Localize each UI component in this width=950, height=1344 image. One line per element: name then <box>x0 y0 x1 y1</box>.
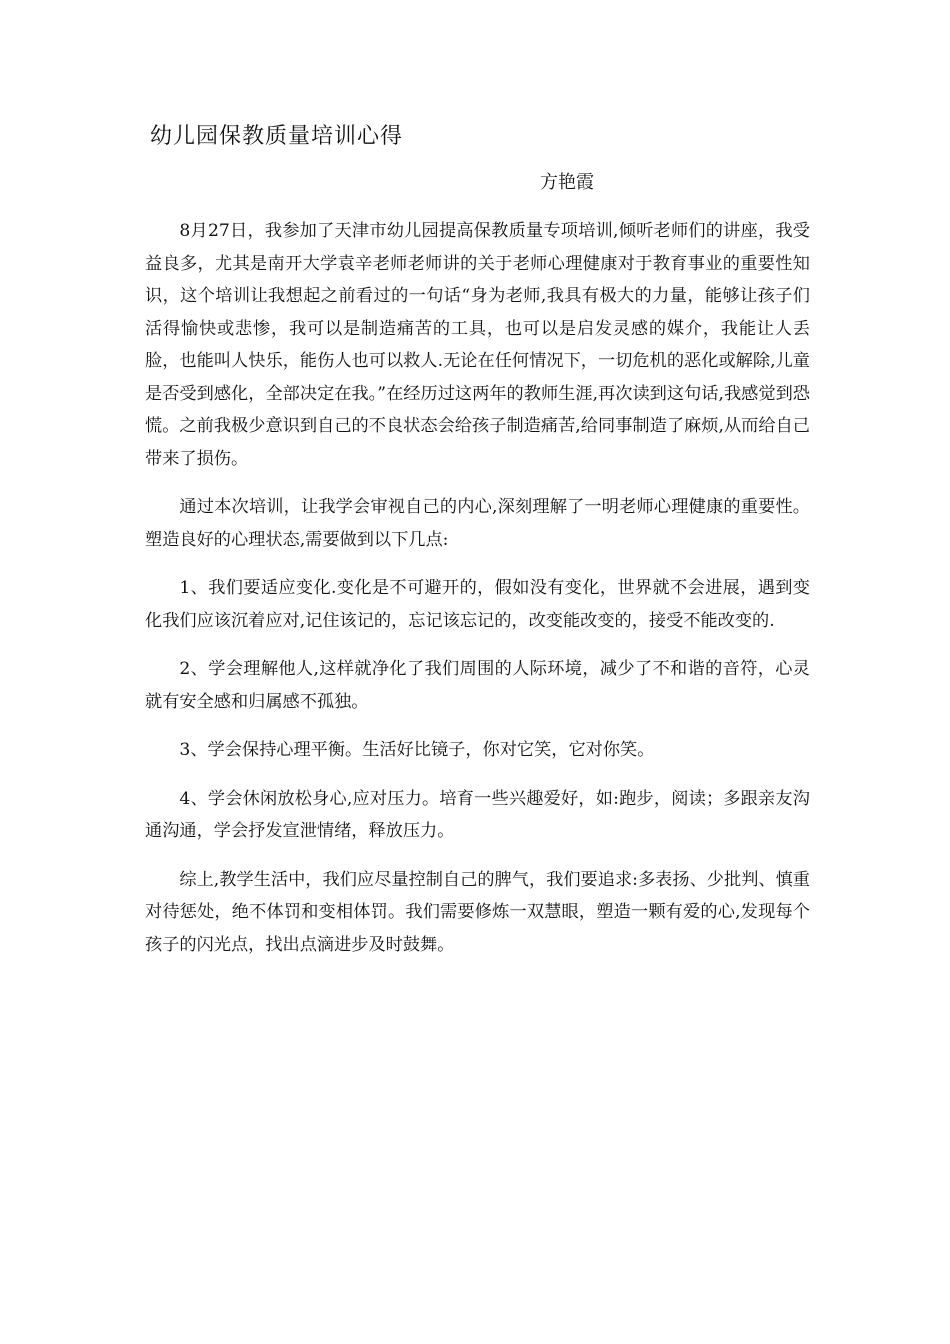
paragraph-point-1: 1、我们要适应变化.变化是不可避开的，假如没有变化，世界就不会进展，遇到变化我们应该沉着应对,记住该记的，忘记该忘记的，改变能改变的，接受不能改变的. <box>145 578 810 631</box>
paragraph-intro: 8月27日，我参加了天津市幼儿园提高保教质量专项培训,倾听老师们的讲座，我受益良多，尤其是南开大学袁辛老师老师讲的关于老师心理健康对于教育事业的重要性知识，这个培训让我想起之前看过的一句话“身为老师,我具有极大的力量，能够让孩子们活得愉快或悲惨，我可以是制造痛苦的工具，也可以是启发灵感的媒介，我能让人丢脸，也能叫人快乐，能伤人也可以救人.无论在任何情况下，一切危机的恶化或解除,儿童是否受到感化，全部决定在我。”在经历过这两年的教师生涯,再次读到这句话,我感觉到恐慌。之前我极少意识到自己的不良状态会给孩子制造痛苦,给同事制造了麻烦,从而给自己带来了损伤。 <box>145 221 810 469</box>
paragraph-point-3: 3、学会保持心理平衡。生活好比镜子，你对它笑，它对你笑。 <box>179 740 655 760</box>
document-body <box>145 215 810 977</box>
paragraph-conclusion: 综上,教学生活中，我们应尽量控制自己的脾气，我们要追求:多表扬、少批判、慎重对待惩处，绝不体罚和变相体罚。我们需要修炼一双慧眼，塑造一颗有爱的心,发现每个孩子的闪光点，找出点滴进步及时鼓舞。 <box>145 869 810 955</box>
paragraph-point-4: 4、学会休闲放松身心,应对压力。培育一些兴趣爱好，如:跑步，阅读；多跟亲友沟通沟通，学会抒发宣泄情绪，释放压力。 <box>145 788 810 841</box>
document-title: 幼儿园保教质量培训心得 <box>150 124 404 149</box>
paragraph-summary: 通过本次培训，让我学会审视自己的内心,深刻理解了一明老师心理健康的重要性。塑造良好的心理状态,需要做到以下几点: <box>145 497 810 550</box>
document-author: 方艳霞 <box>540 172 594 193</box>
paragraph-point-2: 2、学会理解他人,这样就净化了我们周围的人际环境，减少了不和谐的音符，心灵就有安全感和归属感不孤独。 <box>145 659 810 712</box>
